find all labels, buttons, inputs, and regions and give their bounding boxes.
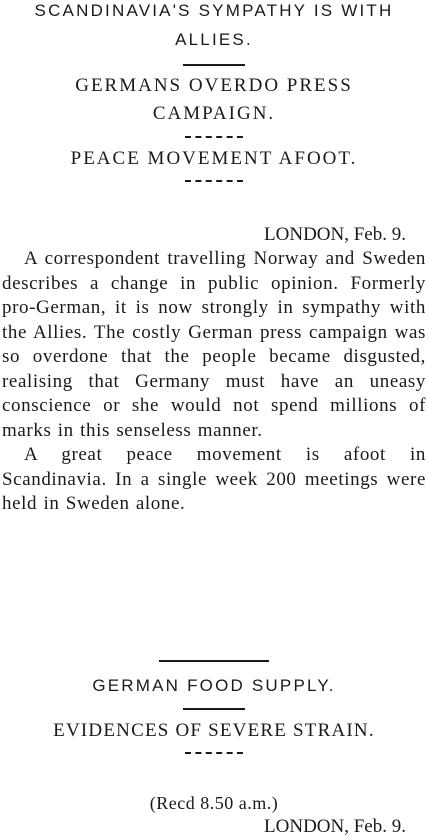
dateline: LONDON, Feb. 9.: [264, 224, 406, 245]
article-food-supply: [0, 790, 428, 838]
headline-scandinavia: SCANDINAVIA'S SYMPATHY IS WITH ALLIES.: [34, 1, 394, 49]
headline-germans-overdo: GERMANS OVERDO PRESS CAMPAIGN.: [75, 75, 353, 124]
dateline: LONDON, Feb. 9.: [264, 816, 406, 837]
headline-evidences: EVIDENCES OF SEVERE STRAIN.: [53, 720, 375, 741]
article-paragraph: A great peace movement is afoot in Scandinavia. In a single week 200 meetings were held in Sweden alone.: [2, 444, 426, 514]
headline-peace-movement: PEACE MOVEMENT AFOOT.: [70, 148, 358, 169]
headline-block-2: [0, 660, 428, 754]
article-paragraph: A correspondent travelling Norway and Sweden describes a change in public opinion. Formerly pro-German, it is now strongly in sympathy with the Allies. The costly German press campaign was so overdone that the people became disgusted, realising that Germany must have an uneasy conscience or she would not spend millions of marks in this senseless manner.: [2, 248, 426, 441]
headline-german-food: GERMAN FOOD SUPPLY.: [92, 676, 336, 695]
article-scandinavia: [0, 222, 428, 517]
headline-block-1: [0, 0, 428, 182]
received-time: (Recd 8.50 a.m.): [149, 793, 279, 813]
separator-rule: [185, 752, 243, 754]
separator-rule: [185, 180, 243, 182]
